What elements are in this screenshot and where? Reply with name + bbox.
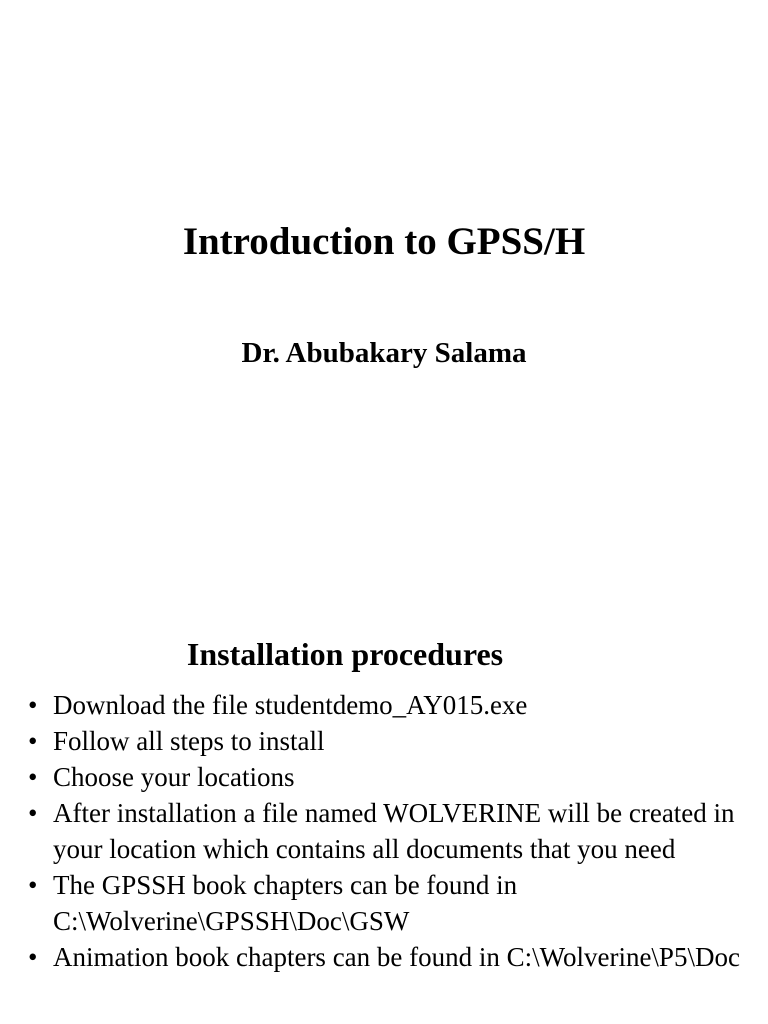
bullet-icon: • bbox=[28, 798, 38, 828]
bullet-icon: • bbox=[28, 942, 38, 972]
bullet-icon: • bbox=[28, 762, 38, 792]
list-item bbox=[28, 795, 748, 867]
section-title: Installation procedures bbox=[186, 636, 504, 672]
list-item-text: Download the file studentdemo_AY015.exe bbox=[53, 690, 528, 720]
list-item bbox=[28, 687, 748, 723]
list-item-text: Choose your locations bbox=[53, 762, 295, 792]
list-item bbox=[28, 939, 748, 975]
list-item-text: Animation book chapters can be found in C:\Wolverine\P5\Doc bbox=[53, 942, 740, 972]
list-item-text: The GPSSH book chapters can be found in C:\Wolverine\GPSSH\Doc\GSW bbox=[53, 870, 518, 936]
list-item-text: Follow all steps to install bbox=[53, 726, 325, 756]
bullet-icon: • bbox=[28, 870, 38, 900]
slide-title: Introduction to GPSS/H bbox=[182, 220, 586, 263]
bullet-list bbox=[28, 687, 748, 975]
list-item bbox=[28, 759, 748, 795]
list-item bbox=[28, 723, 748, 759]
bullet-icon: • bbox=[28, 690, 38, 720]
author-name: Dr. Abubakary Salama bbox=[241, 337, 527, 369]
list-item bbox=[28, 867, 748, 939]
bullet-icon: • bbox=[28, 726, 38, 756]
list-item-text: After installation a file named WOLVERINE will be created in your location which contains all documents that you need bbox=[53, 798, 735, 864]
